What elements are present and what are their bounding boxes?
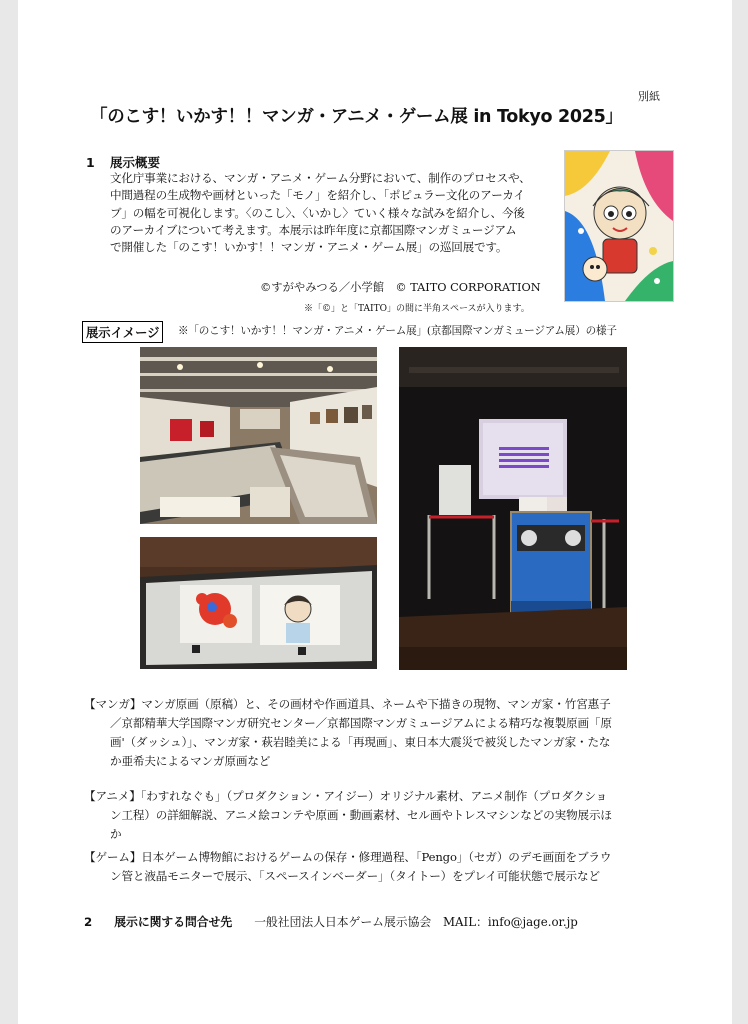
section2-heading: 展示に関する問合せ先 — [114, 915, 233, 929]
game-line: ン管と液晶モニターで展示、「スペースインベーダー」（タイトー）をプレイ可能状態で展示など — [110, 869, 600, 883]
overview-line: で開催した「のこす！いかす！！マンガ・アニメ・ゲーム展」の巡回展です。 — [110, 240, 508, 255]
section1-number: 1 — [86, 155, 95, 170]
arcade-cabinet-photo — [399, 347, 627, 670]
section2-contact — [84, 913, 578, 930]
attachment-label: 別紙 — [638, 90, 660, 103]
copyright-note: ※「©」と「TAITO」の間に半角スペースが入ります。 — [304, 304, 530, 314]
manga-line: 画'（ダッシュ）」、マンガ家・萩岩睦美による「再現画」、東日本大震災で被災したマンガ家・たな — [110, 735, 611, 749]
overview-line: 中間過程の生成物や画材といった「モノ」を紹介し、「ポピュラー文化のアーカイ — [110, 188, 525, 203]
manga-line: 【マンガ】マンガ原画（原稿）と、その画材や作画道具、ネームや下描きの現物、マンガ家・竹宮惠子 — [84, 697, 611, 711]
exhibition-hall-photo — [140, 347, 377, 524]
anime-line: 【アニメ】「わすれなぐも」（プロダクション・アイジー）オリジナル素材、アニメ制作（プロダクショ — [84, 789, 608, 803]
game-line: 【ゲーム】日本ゲーム博物館におけるゲームの保存・修理過程、「Pengo」（セガ）のデモ画面をブラウ — [84, 850, 612, 864]
overview-line: 文化庁事業における、マンガ・アニメ・ゲーム分野において、制作のプロセスや、 — [110, 171, 531, 185]
manga-line: か亜希夫によるマンガ原画など — [110, 754, 271, 768]
section2-number: 2 — [84, 915, 93, 929]
anime-category — [84, 787, 674, 844]
section1-heading-text: 展示概要 — [110, 155, 161, 170]
exhibition-image-note: ※「のこす！いかす！！マンガ・アニメ・ゲーム展」(京都国際マンガミュージアム展）の様子 — [178, 325, 617, 337]
exhibition-image-label: 展示イメージ — [82, 321, 163, 343]
contact-info: 一般社団法人日本ゲーム展示協会 MAIL：info@jage.or.jp — [254, 915, 578, 929]
manga-line: ／京都精華大学国際マンガ研究センター／京都国際マンガミュージアムによる精巧な複製原画「原 — [110, 716, 612, 730]
overview-text — [110, 170, 558, 256]
page-title: 「のこす！いかす！！マンガ・アニメ・ゲーム展 in Tokyo 2025」 — [90, 107, 623, 127]
overview-line: のアーカイブについて考えます。本展示は昨年度に京都国際マンガミュージアム — [110, 222, 517, 237]
manga-category — [84, 695, 674, 771]
game-category — [84, 848, 674, 886]
document-page — [18, 0, 732, 1024]
section1-heading — [86, 153, 160, 171]
anime-line: か — [110, 827, 122, 841]
artwork-illustration — [564, 150, 674, 302]
manga-display-photo — [140, 537, 377, 669]
anime-line: ン工程）の詳細解説、アニメ絵コンテや原画・動画素材、セル画やトレスマシンなどの実物展示ほ — [110, 808, 612, 822]
copyright-line: ©すがやみつる／小学館 © TAITO CORPORATION — [260, 281, 541, 294]
overview-line: ブ」の幅を可視化します。〈のこし〉、〈いかし〉ていく様々な試みを紹介し、今後 — [110, 205, 525, 220]
